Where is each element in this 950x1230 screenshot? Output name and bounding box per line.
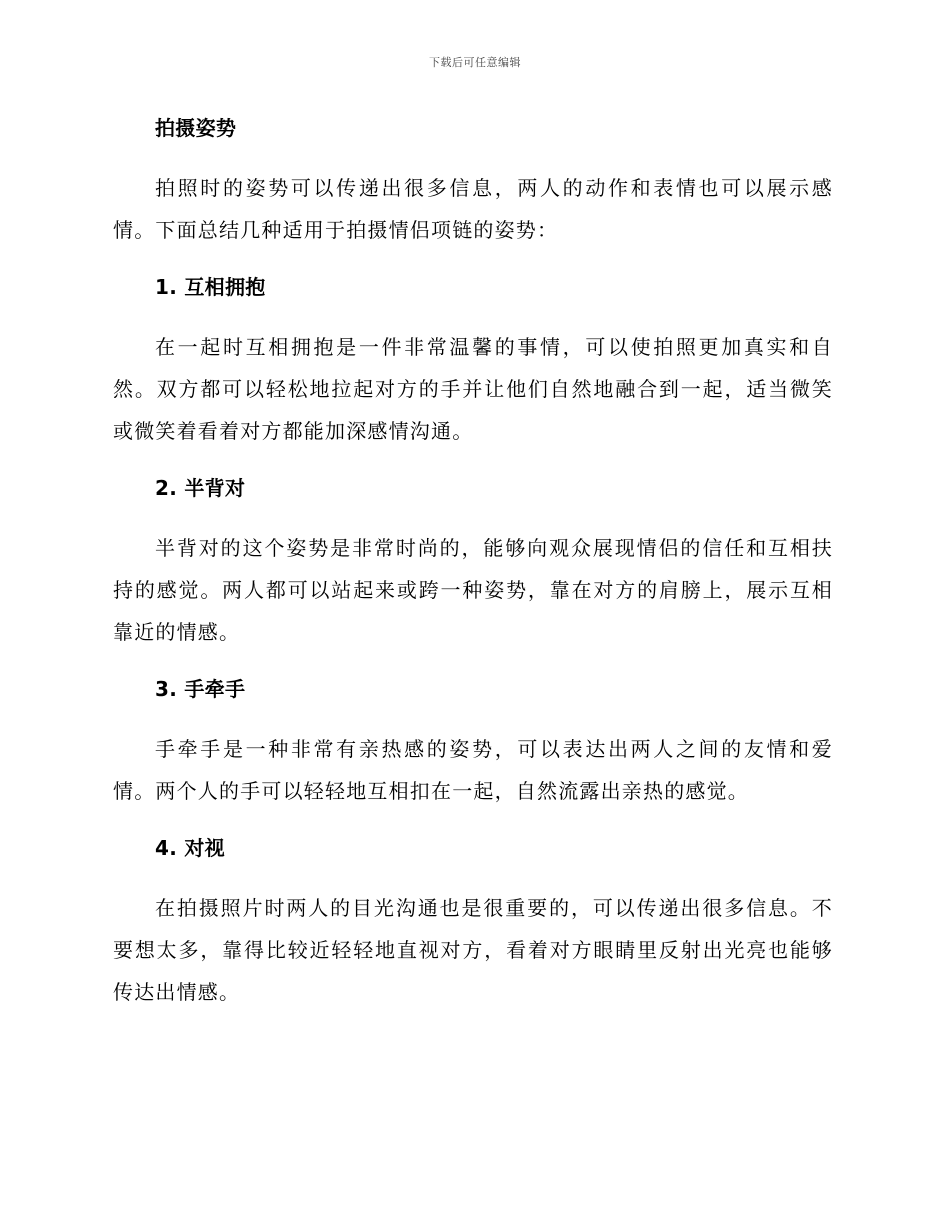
section-body-hand-in-hand: 手牵手是一种非常有亲热感的姿势，可以表达出两人之间的友情和爱情。两个人的手可以轻轻地互相扣在一起，自然流露出亲热的感觉。 — [113, 737, 833, 803]
section-heading-hug: 1. 互相拥抱 — [155, 275, 266, 299]
spacer — [113, 251, 833, 270]
document-title: 拍摄姿势 — [155, 116, 237, 140]
section-body-half-back: 半背对的这个姿势是非常时尚的，能够向观众展现情侣的信任和互相扶持的感觉。两人都可以站起来或跨一种姿势，靠在对方的肩膀上，展示互相靠近的情感。 — [113, 536, 833, 644]
section-heading-half-back: 2. 半背对 — [155, 476, 246, 500]
section-heading-hand-in-hand: 3. 手牵手 — [155, 677, 246, 701]
spacer — [113, 505, 833, 527]
page-header-note: 下载后可任意编辑 — [429, 56, 521, 69]
section-heading-eye-contact: 4. 对视 — [155, 836, 225, 860]
document-body — [113, 111, 833, 1013]
intro-paragraph: 拍照时的姿势可以传递出很多信息，两人的动作和表情也可以展示感情。下面总结几种适用于拍摄情侣项链的姿势： — [113, 176, 833, 242]
spacer — [113, 812, 833, 831]
spacer — [113, 865, 833, 887]
spacer — [113, 706, 833, 728]
section-body-eye-contact: 在拍摄照片时两人的目光沟通也是很重要的，可以传递出很多信息。不要想太多，靠得比较近轻轻地直视对方，看着对方眼睛里反射出光亮也能够传达出情感。 — [113, 896, 833, 1004]
spacer — [113, 653, 833, 672]
spacer — [113, 452, 833, 471]
spacer — [113, 145, 833, 167]
section-body-hug: 在一起时互相拥抱是一件非常温馨的事情，可以使拍照更加真实和自然。双方都可以轻松地拉起对方的手并让他们自然地融合到一起，适当微笑或微笑着看着对方都能加深感情沟通。 — [113, 335, 833, 443]
spacer — [113, 304, 833, 326]
